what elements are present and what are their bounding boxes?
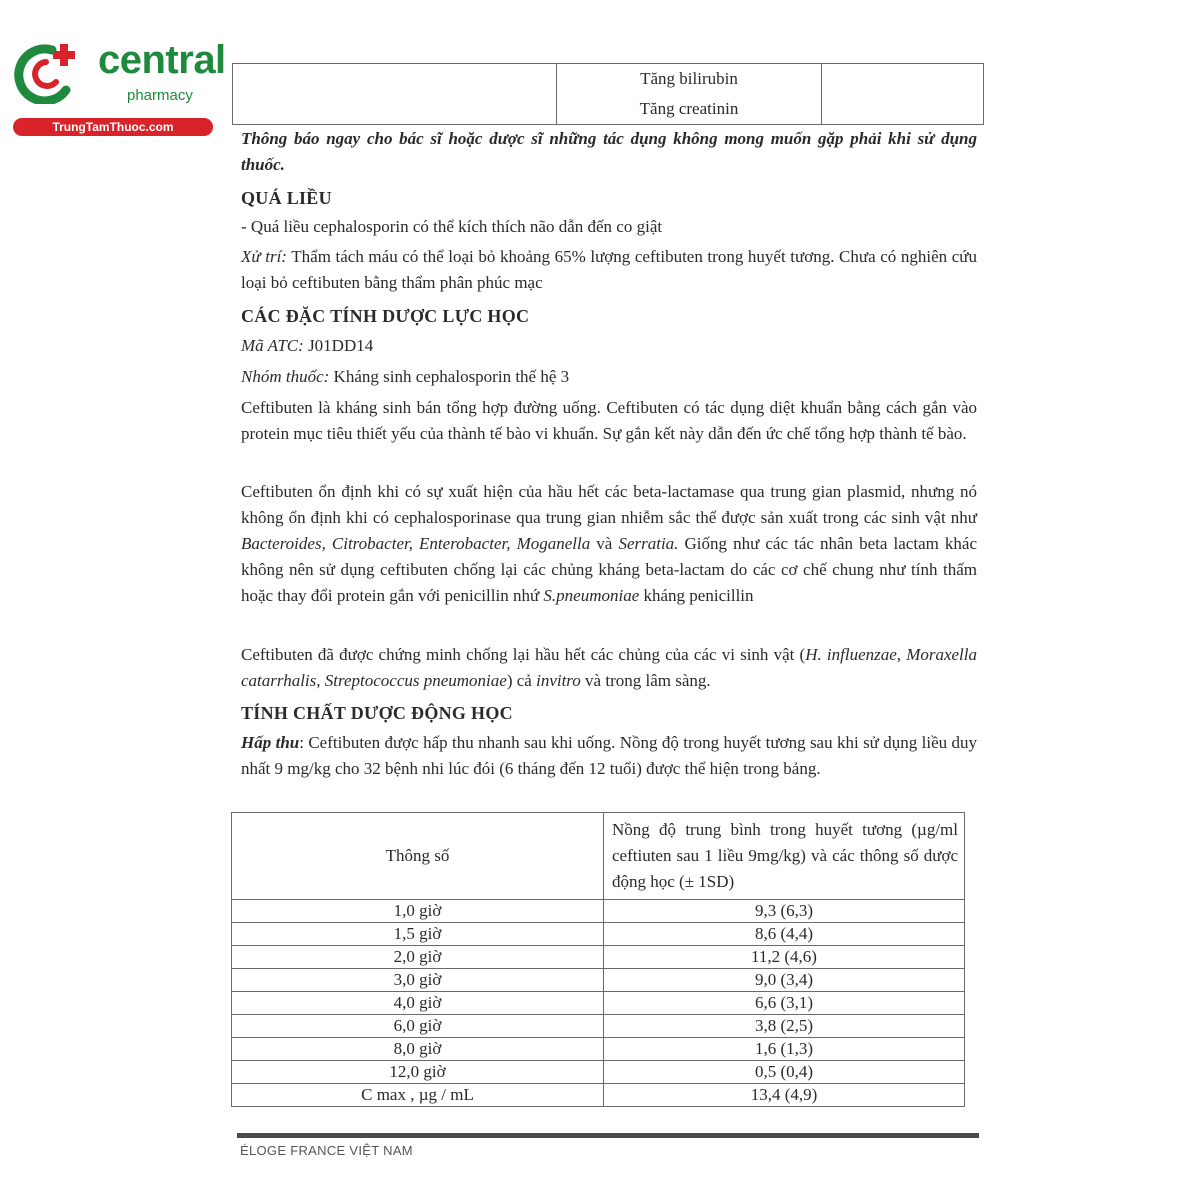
table-cell: 3,8 (2,5) — [604, 1015, 965, 1038]
absorption-label: Hấp thu — [241, 733, 300, 752]
table-cell: 3,0 giờ — [232, 969, 604, 992]
table-cell: 2,0 giờ — [232, 946, 604, 969]
organism-names: Bacteroides, Citrobacter, Enterobacter, Moganella — [241, 534, 591, 553]
brand-logo — [10, 38, 226, 138]
organism-name: S.pneumoniae — [543, 586, 640, 605]
table-row — [232, 969, 965, 992]
treatment-text: Thẩm tách máu có thể loại bỏ khoảng 65% lượng ceftibuten trong huyết tương. Chưa có nghiên cứu loại bỏ ceftibuten bằng thẩm phân phúc mạc — [241, 247, 977, 292]
table-cell: C max , µg / mL — [232, 1084, 604, 1107]
table-row — [232, 1061, 965, 1084]
table-cell: 11,2 (4,6) — [604, 946, 965, 969]
table-cell-text: Tăng bilirubin — [640, 69, 738, 88]
table-cell: 1,0 giờ — [232, 900, 604, 923]
paragraph-mechanism: Ceftibuten là kháng sinh bán tổng hợp đường uống. Ceftibuten có tác dụng diệt khuẩn bằng cách gắn vào protein mục tiêu thiết yếu của thành tế bào vi khuẩn. Sự gắn kết này dẫn đến ức chế tổng hợp thành tế bào. — [241, 398, 977, 443]
doctor-notice: Thông báo ngay cho bác sĩ hoặc dược sĩ những tác dụng không mong muốn gặp phải khi sử dụng thuốc. — [241, 129, 977, 174]
footer-rule — [237, 1133, 979, 1138]
treatment-label: Xử trí: — [241, 247, 287, 266]
table-cell: 0,5 (0,4) — [604, 1061, 965, 1084]
para-text: Ceftibuten đã được chứng minh chống lại hầu hết các chủng của các vi sinh vật ( — [241, 645, 806, 664]
section-heading-pharmacokinetics: TÍNH CHẤT DƯỢC ĐỘNG HỌC — [241, 703, 513, 723]
para-text: và trong lâm sàng. — [580, 671, 711, 690]
atc-value: J01DD14 — [303, 336, 374, 355]
section-heading-overdose: QUÁ LIỀU — [241, 188, 332, 208]
paragraph-spectrum — [241, 642, 977, 694]
overdose-line: - Quá liều cephalosporin có thể kích thích não dẫn đến co giật — [241, 217, 663, 236]
para-text: ) cả — [506, 671, 537, 690]
table-cell: 9,0 (3,4) — [604, 969, 965, 992]
table-row — [232, 992, 965, 1015]
overdose-treatment — [241, 244, 977, 296]
brand-name: central — [98, 38, 226, 82]
group-value: Kháng sinh cephalosporin thế hệ 3 — [329, 367, 570, 386]
table-row — [232, 900, 965, 923]
table-cell: 4,0 giờ — [232, 992, 604, 1015]
table-row — [232, 1038, 965, 1061]
table-row — [232, 1015, 965, 1038]
table-header-concentration: Nồng độ trung bình trong huyết tương (µg/ml ceftiuten sau 1 liều 9mg/kg) và các thông số dược động học (± 1SD) — [604, 813, 965, 900]
section-heading-pharmacodynamics: CÁC ĐẶC TÍNH DƯỢC LỰC HỌC — [241, 306, 530, 326]
brand-subtitle: pharmacy — [127, 87, 193, 104]
table-cell: 1,6 (1,3) — [604, 1038, 965, 1061]
table-cell-text: Tăng creatinin — [639, 99, 739, 118]
paragraph-absorption — [241, 730, 977, 782]
para-text: và — [590, 534, 619, 553]
footer-company: ÉLOGE FRANCE VIỆT NAM — [240, 1143, 413, 1158]
para-text: Giống như các tác nhân beta lactam khác không nên sử dụng ceftibuten chống lại các chủng kháng beta-lactam do các cơ chế chung như tính thấm hoặc thay đổi protein gắn với penicillin nhứ — [241, 534, 978, 605]
table-row — [232, 923, 965, 946]
drug-group — [241, 364, 977, 390]
para-text: Ceftibuten ổn định khi có sự xuất hiện của hầu hết các beta-lactamase qua trung gian plasmid, nhưng nó không ổn định khi có cephalosporinase qua trung gian nhiễm sắc thể được sản xuất trong các sinh vật như — [241, 482, 977, 527]
table-cell: 1,5 giờ — [232, 923, 604, 946]
organism-name: Serratia. — [618, 534, 679, 553]
table-cell: 6,6 (3,1) — [604, 992, 965, 1015]
adverse-effects-table-fragment — [232, 63, 984, 125]
table-cell: 9,3 (6,3) — [604, 900, 965, 923]
table-cell: 12,0 giờ — [232, 1061, 604, 1084]
table-row — [233, 64, 984, 125]
para-text: kháng penicillin — [639, 586, 754, 605]
table-cell — [233, 64, 557, 125]
table-header-parameter: Thông số — [232, 813, 604, 900]
table-cell: 8,0 giờ — [232, 1038, 604, 1061]
absorption-text: : Ceftibuten được hấp thu nhanh sau khi uống. Nồng độ trong huyết tương sau khi sử dụng liều duy nhất 9 mg/kg cho 32 bệnh nhi lúc đói (6 tháng đến 12 tuổi) được thể hiện trong bảng. — [241, 733, 977, 778]
paragraph-stability — [241, 479, 977, 609]
table-row — [232, 946, 965, 969]
table-cell — [557, 64, 822, 125]
table-cell: 6,0 giờ — [232, 1015, 604, 1038]
table-cell: 8,6 (4,4) — [604, 923, 965, 946]
table-cell: 13,4 (4,9) — [604, 1084, 965, 1107]
pharmacokinetics-table — [231, 812, 965, 1107]
organism-names: H. influenzae, Moraxella catarrhalis, Streptococcus pneumoniae — [241, 645, 978, 690]
table-header-row — [232, 813, 965, 900]
atc-label: Mã ATC: — [241, 336, 304, 355]
group-label: Nhóm thuốc: — [241, 367, 330, 386]
invitro-term: invitro — [536, 671, 581, 690]
atc-code — [241, 333, 977, 359]
table-cell — [822, 64, 984, 125]
brand-website: TrungTamThuoc.com — [13, 118, 213, 136]
central-pharmacy-logo-icon — [12, 40, 82, 104]
table-row — [232, 1084, 965, 1107]
